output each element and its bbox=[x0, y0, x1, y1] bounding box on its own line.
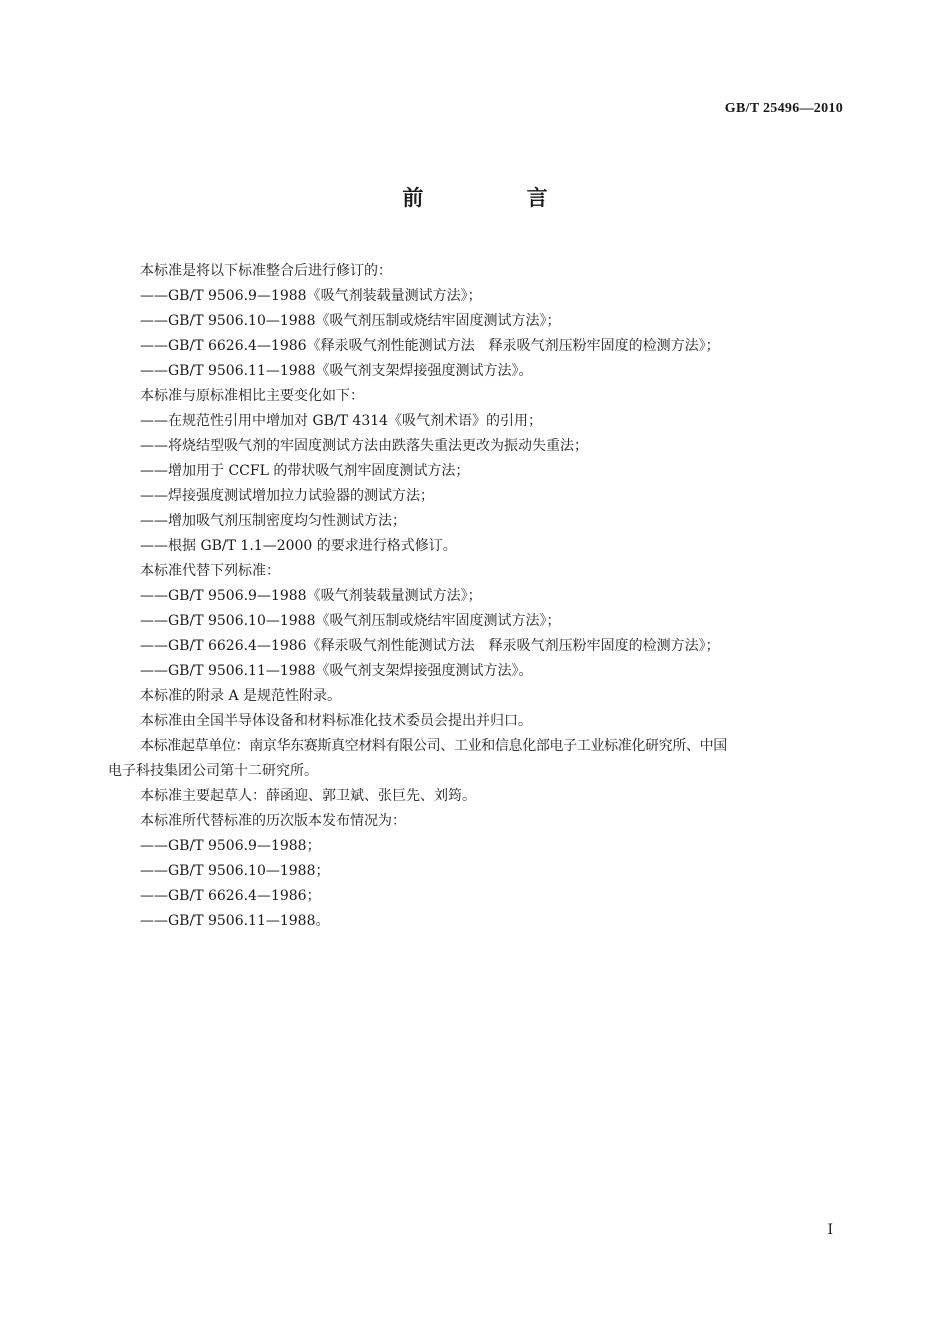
list-item: ——GB/T 9506.10—1988《吸气剂压制或烧结牢固度测试方法》； bbox=[140, 313, 561, 329]
body-line: 本标准主要起草人：薛函迎、郭卫斌、张巨先、刘筠。 bbox=[140, 788, 476, 804]
list-item: ——GB/T 9506.10—1988； bbox=[140, 863, 330, 879]
body-line: 本标准由全国半导体设备和材料标准化技术委员会提出并归口。 bbox=[140, 713, 532, 729]
list-item: ——GB/T 6626.4—1986《释汞吸气剂性能测试方法 释汞吸气剂压粉牢固度的检测方法》； bbox=[140, 638, 720, 654]
list-item: ——GB/T 6626.4—1986《释汞吸气剂性能测试方法 释汞吸气剂压粉牢固度的检测方法》； bbox=[140, 338, 720, 354]
list-item: ——将烧结型吸气剂的牢固度测试方法由跌落失重法更改为振动失重法； bbox=[140, 438, 588, 454]
page-number: I bbox=[827, 1222, 833, 1238]
body-line: 本标准是将以下标准整合后进行修订的： bbox=[140, 263, 392, 279]
list-item: ——增加吸气剂压制密度均匀性测试方法； bbox=[140, 513, 406, 529]
list-item: ——GB/T 9506.9—1988《吸气剂装载量测试方法》； bbox=[140, 588, 482, 604]
list-item: ——GB/T 9506.11—1988《吸气剂支架焊接强度测试方法》。 bbox=[140, 363, 533, 379]
list-item: ——焊接强度测试增加拉力试验器的测试方法； bbox=[140, 488, 434, 504]
body-line: 本标准起草单位：南京华东赛斯真空材料有限公司、工业和信息化部电子工业标准化研究所、中国 bbox=[140, 738, 727, 754]
body-line: 本标准所代替标准的历次版本发布情况为： bbox=[140, 813, 406, 829]
list-item: ——增加用于 CCFL 的带状吸气剂牢固度测试方法； bbox=[140, 463, 470, 479]
body-line: 本标准的附录 A 是规范性附录。 bbox=[140, 688, 342, 704]
list-item: ——GB/T 9506.9—1988《吸气剂装载量测试方法》； bbox=[140, 288, 482, 304]
body-line: 本标准代替下列标准： bbox=[140, 563, 280, 579]
list-item: ——GB/T 6626.4—1986； bbox=[140, 888, 321, 904]
list-item: ——GB/T 9506.9—1988； bbox=[140, 838, 321, 854]
list-item: ——GB/T 9506.10—1988《吸气剂压制或烧结牢固度测试方法》； bbox=[140, 613, 561, 629]
list-item: ——GB/T 9506.11—1988。 bbox=[140, 913, 330, 929]
body-line-continuation: 电子科技集团公司第十二研究所。 bbox=[108, 763, 318, 779]
body-line: 本标准与原标准相比主要变化如下： bbox=[140, 388, 364, 404]
document-code: GB/T 25496—2010 bbox=[724, 101, 843, 116]
list-item: ——根据 GB/T 1.1—2000 的要求进行格式修订。 bbox=[140, 538, 457, 554]
list-item: ——GB/T 9506.11—1988《吸气剂支架焊接强度测试方法》。 bbox=[140, 663, 533, 679]
document-body bbox=[108, 259, 842, 934]
page-title: 前 言 bbox=[402, 186, 596, 210]
list-item: ——在规范性引用中增加对 GB/T 4314《吸气剂术语》的引用； bbox=[140, 413, 543, 429]
